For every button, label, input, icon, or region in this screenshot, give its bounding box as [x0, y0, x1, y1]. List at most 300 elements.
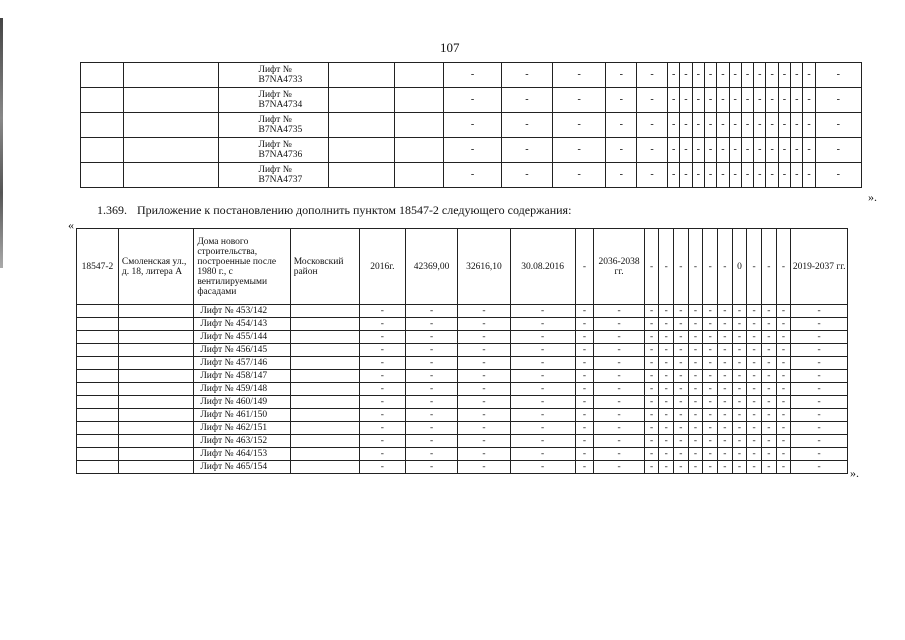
cell-dash: -	[674, 331, 689, 344]
cell-dash: -	[680, 138, 692, 163]
cell-dash: -	[405, 383, 457, 396]
cell-dash: -	[778, 138, 790, 163]
cell-dash: -	[644, 396, 659, 409]
cell-dash: -	[703, 396, 718, 409]
cell-dash: -	[791, 396, 848, 409]
cell-dash: -	[754, 88, 766, 113]
cell-dash: -	[405, 305, 457, 318]
cell-dash: -	[644, 229, 659, 305]
cell-dash: -	[674, 409, 689, 422]
lift-label: Лифт № 455/144	[194, 331, 290, 344]
cell-dash: -	[575, 448, 594, 461]
cell-empty	[329, 163, 395, 188]
cell-empty	[290, 370, 359, 383]
cell-dash: -	[637, 163, 668, 188]
cell-dash: -	[594, 422, 644, 435]
cell-empty	[290, 435, 359, 448]
cell-dash: -	[776, 357, 791, 370]
cell-dash: -	[405, 370, 457, 383]
cell-dash: -	[575, 344, 594, 357]
cell-dash: -	[703, 344, 718, 357]
cell-dash: -	[761, 318, 776, 331]
cell-dash: -	[644, 422, 659, 435]
building-period-2: 2019-2037 гг.	[791, 229, 848, 305]
cell-dash: -	[405, 318, 457, 331]
cell-dash: -	[747, 357, 762, 370]
cell-dash: -	[510, 331, 575, 344]
lift-row	[77, 305, 848, 318]
cell-dash: -	[594, 396, 644, 409]
cell-dash: -	[717, 138, 729, 163]
cell-dash: -	[688, 318, 703, 331]
cell-dash: -	[458, 448, 510, 461]
cell-dash: -	[510, 435, 575, 448]
cell-dash: -	[405, 409, 457, 422]
cell-dash: -	[680, 113, 692, 138]
closing-quote-top: ».	[868, 190, 877, 204]
cell-dash: -	[501, 163, 552, 188]
cell-dash: -	[688, 229, 703, 305]
cell-dash: -	[458, 357, 510, 370]
cell-dash: -	[575, 409, 594, 422]
cell-dash: -	[761, 357, 776, 370]
cell-empty	[118, 422, 193, 435]
cell-dash: -	[729, 88, 741, 113]
cell-dash: -	[754, 113, 766, 138]
cell-empty	[290, 409, 359, 422]
cell-dash: -	[717, 409, 732, 422]
cell-dash: -	[659, 422, 674, 435]
cell-empty	[118, 344, 193, 357]
cell-dash: -	[359, 370, 405, 383]
cell-dash: -	[803, 63, 815, 88]
cell-dash: -	[553, 113, 606, 138]
cell-dash: -	[667, 163, 679, 188]
cell-dash: -	[575, 461, 594, 474]
cell-dash: -	[732, 357, 747, 370]
cell-dash: -	[674, 370, 689, 383]
cell-dash: -	[510, 318, 575, 331]
cell-dash: -	[732, 435, 747, 448]
cell-dash: -	[747, 448, 762, 461]
cell-dash: -	[688, 435, 703, 448]
lift-row	[77, 448, 848, 461]
cell-dash: -	[776, 331, 791, 344]
cell-dash: -	[729, 138, 741, 163]
cell-dash: -	[791, 163, 803, 188]
cell-dash: -	[717, 305, 732, 318]
cell-dash: -	[732, 383, 747, 396]
cell-dash: -	[747, 396, 762, 409]
closing-quote-bottom: ».	[850, 466, 859, 480]
cell-dash: -	[717, 448, 732, 461]
lift-label: Лифт № 464/153	[194, 448, 290, 461]
cell-dash: -	[510, 357, 575, 370]
cell-dash: -	[644, 357, 659, 370]
cell-dash: -	[458, 461, 510, 474]
cell-empty	[290, 448, 359, 461]
building-date: 30.08.2016	[510, 229, 575, 305]
cell-dash: -	[729, 63, 741, 88]
cell-dash: -	[637, 63, 668, 88]
cell-dash: -	[692, 113, 704, 138]
cell-empty	[118, 305, 193, 318]
cell-dash: -	[553, 63, 606, 88]
cell-dash: -	[761, 461, 776, 474]
building-district: Московский район	[290, 229, 359, 305]
cell-dash: -	[688, 396, 703, 409]
cell-dash: -	[761, 396, 776, 409]
cell-dash: -	[405, 448, 457, 461]
cell-dash: -	[703, 435, 718, 448]
cell-empty	[124, 138, 218, 163]
cell-dash: -	[575, 435, 594, 448]
cell-dash: -	[729, 113, 741, 138]
cell-dash: -	[637, 138, 668, 163]
cell-dash: -	[575, 370, 594, 383]
cell-dash: -	[791, 435, 848, 448]
cell-dash: -	[659, 229, 674, 305]
cell-dash: -	[359, 305, 405, 318]
cell-dash: -	[717, 318, 732, 331]
cell-dash: -	[747, 435, 762, 448]
cell-dash: -	[644, 461, 659, 474]
cell-dash: -	[704, 88, 716, 113]
cell-empty	[118, 448, 193, 461]
lift-row	[77, 331, 848, 344]
cell-dash: -	[510, 461, 575, 474]
cell-empty	[77, 370, 119, 383]
cell-dash: -	[766, 138, 778, 163]
cell-dash: -	[458, 305, 510, 318]
cell-dash: -	[458, 318, 510, 331]
lift-label: Лифт № B7NA4735	[218, 113, 329, 138]
cell-dash: -	[359, 357, 405, 370]
lift-row	[77, 344, 848, 357]
cell-dash: -	[553, 163, 606, 188]
lift-row	[81, 163, 862, 188]
cell-empty	[329, 88, 395, 113]
cell-dash: -	[553, 88, 606, 113]
cell-dash: -	[674, 229, 689, 305]
cell-empty	[77, 409, 119, 422]
cell-dash: -	[644, 435, 659, 448]
cell-dash: -	[637, 88, 668, 113]
cell-dash: -	[594, 357, 644, 370]
cell-dash: -	[674, 435, 689, 448]
cell-dash: -	[778, 113, 790, 138]
cell-dash: -	[815, 88, 861, 113]
cell-dash: -	[754, 163, 766, 188]
cell-empty	[77, 383, 119, 396]
cell-dash: -	[659, 318, 674, 331]
cell-dash: -	[703, 357, 718, 370]
cell-empty	[118, 357, 193, 370]
cell-dash: -	[791, 88, 803, 113]
cell-dash: -	[776, 396, 791, 409]
cell-dash: -	[659, 435, 674, 448]
cell-dash: -	[594, 344, 644, 357]
cell-dash: -	[594, 331, 644, 344]
cell-dash: -	[732, 331, 747, 344]
cell-dash: -	[747, 344, 762, 357]
lift-table-top	[80, 62, 862, 188]
lift-row	[77, 383, 848, 396]
cell-dash: -	[458, 435, 510, 448]
cell-dash: -	[741, 88, 753, 113]
cell-dash: -	[659, 305, 674, 318]
cell-dash: -	[359, 396, 405, 409]
cell-dash: -	[732, 409, 747, 422]
cell-dash: -	[717, 461, 732, 474]
cell-empty	[290, 305, 359, 318]
lift-label: Лифт № 460/149	[194, 396, 290, 409]
section-number: 1.369.	[97, 203, 127, 217]
cell-dash: -	[692, 163, 704, 188]
opening-quote: «	[68, 218, 74, 232]
cell-dash: -	[674, 305, 689, 318]
cell-empty	[290, 357, 359, 370]
cell-dash: -	[594, 383, 644, 396]
cell-dash: -	[761, 305, 776, 318]
lift-row	[81, 138, 862, 163]
cell-dash: -	[703, 331, 718, 344]
cell-dash: -	[732, 318, 747, 331]
cell-dash: -	[717, 63, 729, 88]
cell-dash: -	[510, 305, 575, 318]
cell-dash: -	[688, 448, 703, 461]
cell-dash: -	[659, 448, 674, 461]
cell-dash: -	[501, 63, 552, 88]
cell-dash: -	[644, 383, 659, 396]
cell-dash: -	[575, 357, 594, 370]
lift-row	[77, 396, 848, 409]
lift-row	[77, 318, 848, 331]
cell-dash: -	[644, 448, 659, 461]
cell-dash: -	[717, 396, 732, 409]
cell-dash: -	[704, 63, 716, 88]
cell-empty	[77, 461, 119, 474]
cell-dash: -	[741, 163, 753, 188]
cell-dash: -	[510, 383, 575, 396]
cell-empty	[81, 163, 124, 188]
cell-dash: -	[717, 88, 729, 113]
lift-row	[81, 63, 862, 88]
cell-dash: -	[741, 63, 753, 88]
cell-empty	[118, 461, 193, 474]
cell-dash: -	[688, 370, 703, 383]
cell-dash: -	[659, 370, 674, 383]
cell-empty	[81, 138, 124, 163]
cell-dash: -	[644, 409, 659, 422]
cell-dash: -	[791, 138, 803, 163]
cell-dash: -	[667, 113, 679, 138]
cell-dash: -	[791, 461, 848, 474]
cell-dash: -	[776, 435, 791, 448]
cell-dash: -	[688, 461, 703, 474]
lift-label: Лифт № B7NA4734	[218, 88, 329, 113]
cell-dash: -	[458, 344, 510, 357]
cell-dash: -	[405, 422, 457, 435]
cell-dash: -	[359, 331, 405, 344]
cell-empty	[290, 344, 359, 357]
cell-dash: -	[776, 318, 791, 331]
cell-dash: -	[747, 422, 762, 435]
cell-dash: -	[594, 435, 644, 448]
cell-dash: -	[761, 448, 776, 461]
cell-dash: -	[659, 331, 674, 344]
cell-dash: -	[359, 318, 405, 331]
cell-dash: -	[674, 448, 689, 461]
lift-label: Лифт № B7NA4736	[218, 138, 329, 163]
cell-dash: -	[594, 448, 644, 461]
cell-dash: -	[776, 461, 791, 474]
building-row	[77, 229, 848, 305]
cell-dash: -	[703, 229, 718, 305]
cell-dash: -	[747, 370, 762, 383]
building-year: 2016г.	[359, 229, 405, 305]
lift-label: Лифт № 453/142	[194, 305, 290, 318]
cell-empty	[77, 448, 119, 461]
cell-empty	[290, 318, 359, 331]
cell-dash: -	[717, 229, 732, 305]
cell-empty	[395, 113, 444, 138]
cell-empty	[290, 331, 359, 344]
cell-empty	[77, 422, 119, 435]
cell-empty	[290, 461, 359, 474]
lift-label: Лифт № 463/152	[194, 435, 290, 448]
cell-dash: -	[761, 435, 776, 448]
cell-dash: -	[594, 409, 644, 422]
cell-empty	[118, 435, 193, 448]
cell-dash: -	[644, 344, 659, 357]
cell-dash: -	[667, 88, 679, 113]
cell-dash: -	[659, 396, 674, 409]
cell-empty	[77, 318, 119, 331]
cell-dash: -	[761, 344, 776, 357]
cell-dash: -	[444, 63, 501, 88]
cell-dash: -	[803, 113, 815, 138]
cell-dash: -	[703, 370, 718, 383]
cell-dash: -	[575, 331, 594, 344]
building-period-1: 2036-2038 гг.	[594, 229, 644, 305]
cell-dash: -	[791, 318, 848, 331]
cell-empty	[118, 396, 193, 409]
cell-dash: -	[791, 113, 803, 138]
cell-dash: -	[606, 163, 637, 188]
cell-dash: -	[644, 318, 659, 331]
cell-dash: -	[510, 422, 575, 435]
building-id: 18547-2	[77, 229, 119, 305]
cell-dash: -	[704, 113, 716, 138]
cell-dash: -	[510, 409, 575, 422]
cell-dash: -	[405, 435, 457, 448]
cell-dash: -	[674, 422, 689, 435]
cell-dash: -	[458, 396, 510, 409]
cell-empty	[77, 435, 119, 448]
cell-dash: -	[405, 461, 457, 474]
cell-dash: -	[674, 318, 689, 331]
cell-empty	[395, 88, 444, 113]
cell-empty	[77, 396, 119, 409]
cell-dash: -	[815, 163, 861, 188]
cell-zero: 0	[732, 229, 747, 305]
cell-dash: -	[747, 318, 762, 331]
building-area-living: 32616,10	[458, 229, 510, 305]
cell-dash: -	[444, 88, 501, 113]
cell-dash: -	[704, 163, 716, 188]
cell-dash: -	[688, 357, 703, 370]
cell-dash: -	[741, 113, 753, 138]
cell-dash: -	[791, 344, 848, 357]
cell-dash: -	[359, 409, 405, 422]
lift-label: Лифт № 456/145	[194, 344, 290, 357]
cell-dash: -	[732, 448, 747, 461]
cell-dash: -	[717, 370, 732, 383]
cell-dash: -	[815, 63, 861, 88]
cell-dash: -	[359, 448, 405, 461]
building-type: Дома нового строительства, построенные после 1980 г., с вентилируемыми фасадами	[194, 229, 290, 305]
cell-empty	[290, 396, 359, 409]
cell-dash: -	[458, 422, 510, 435]
cell-dash: -	[791, 370, 848, 383]
lift-label: Лифт № 454/143	[194, 318, 290, 331]
cell-empty	[395, 63, 444, 88]
cell-dash: -	[717, 344, 732, 357]
cell-dash: -	[747, 409, 762, 422]
cell-dash: -	[747, 229, 762, 305]
cell-dash: -	[359, 461, 405, 474]
cell-dash: -	[405, 331, 457, 344]
lift-label: Лифт № 458/147	[194, 370, 290, 383]
cell-empty	[118, 409, 193, 422]
cell-dash: -	[575, 383, 594, 396]
cell-dash: -	[674, 396, 689, 409]
cell-dash: -	[692, 88, 704, 113]
cell-dash: -	[659, 357, 674, 370]
cell-dash: -	[732, 396, 747, 409]
lift-row	[77, 461, 848, 474]
cell-dash: -	[747, 383, 762, 396]
cell-dash: -	[791, 357, 848, 370]
lift-row	[77, 422, 848, 435]
cell-dash: -	[717, 422, 732, 435]
lift-label: Лифт № 461/150	[194, 409, 290, 422]
cell-dash: -	[692, 138, 704, 163]
cell-dash: -	[637, 113, 668, 138]
cell-dash: -	[776, 409, 791, 422]
lift-label: Лифт № 457/146	[194, 357, 290, 370]
cell-empty	[81, 113, 124, 138]
cell-dash: -	[791, 383, 848, 396]
building-address: Смоленская ул., д. 18, литера А	[118, 229, 193, 305]
cell-dash: -	[766, 113, 778, 138]
cell-dash: -	[680, 163, 692, 188]
cell-dash: -	[741, 138, 753, 163]
cell-dash: -	[659, 461, 674, 474]
lift-row	[77, 435, 848, 448]
cell-dash: -	[674, 357, 689, 370]
cell-dash: -	[659, 383, 674, 396]
cell-dash: -	[704, 138, 716, 163]
cell-dash: -	[667, 138, 679, 163]
cell-dash: -	[717, 383, 732, 396]
cell-dash: -	[754, 138, 766, 163]
cell-dash: -	[761, 383, 776, 396]
cell-dash: -	[688, 409, 703, 422]
cell-empty	[77, 331, 119, 344]
cell-empty	[77, 305, 119, 318]
